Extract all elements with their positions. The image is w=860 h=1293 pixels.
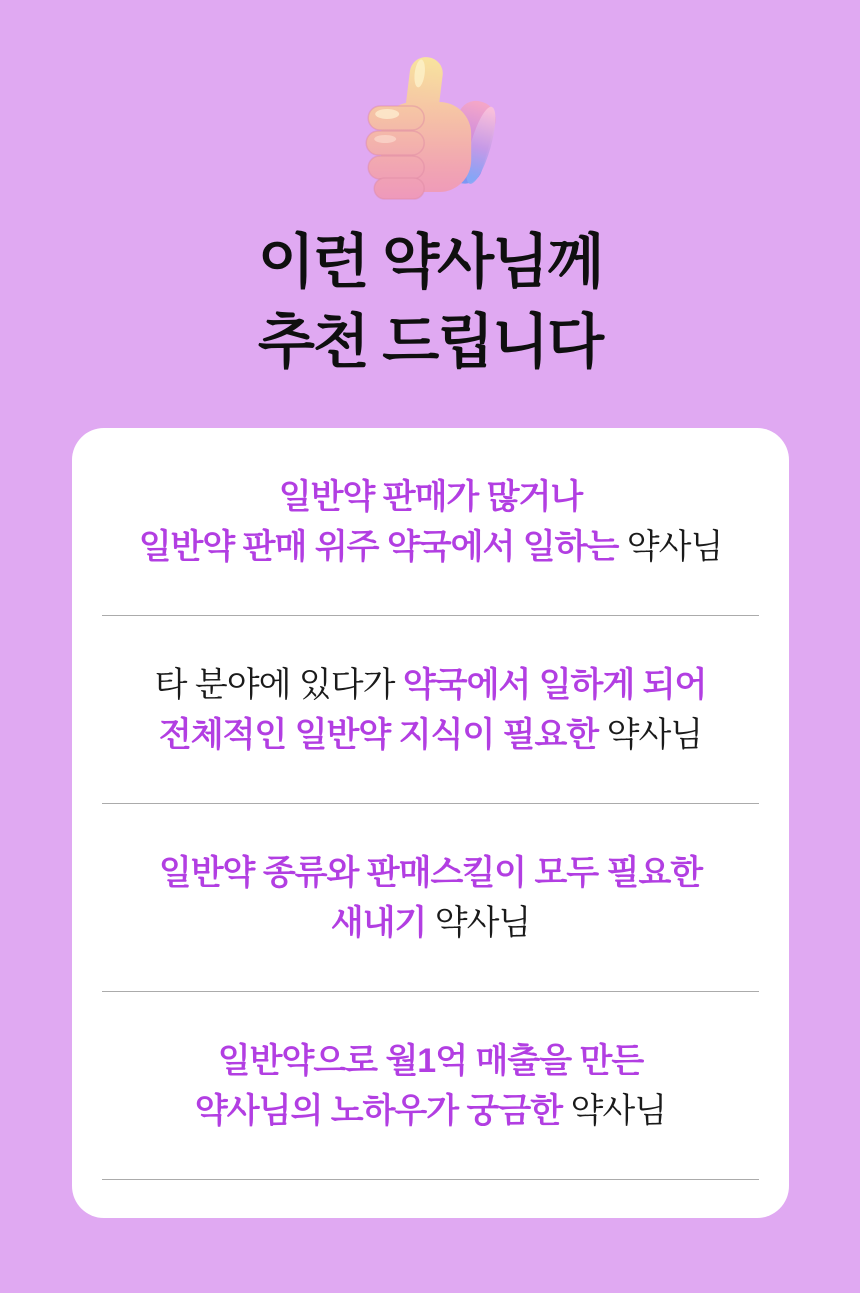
divider xyxy=(102,1179,759,1180)
plain-text: 약사님 xyxy=(426,903,531,942)
recommendation-line xyxy=(72,898,789,948)
recommendation-item-2 xyxy=(72,616,789,803)
plain-text: 타 분야에 있다가 xyxy=(154,665,403,704)
recommendation-line xyxy=(72,660,789,710)
highlighted-text: 전체적인 일반약 지식이 필요한 xyxy=(158,715,599,754)
page-title xyxy=(0,222,860,382)
recommendation-item-1 xyxy=(72,428,789,615)
recommendation-line xyxy=(72,522,789,572)
recommendation-card xyxy=(72,428,789,1218)
recommendation-line xyxy=(72,1086,789,1136)
highlighted-text: 일반약으로 월1억 매출을 만든 xyxy=(217,1041,644,1080)
plain-text: 약사님 xyxy=(618,527,723,566)
recommendation-item-3 xyxy=(72,804,789,991)
page-title-line1: 이런 약사님께 xyxy=(257,229,603,295)
highlighted-text: 일반약 종류와 판매스킬이 모두 필요한 xyxy=(158,853,703,892)
plain-text: 약사님 xyxy=(562,1091,667,1130)
recommendation-line xyxy=(72,1036,789,1086)
recommendation-line xyxy=(72,848,789,898)
highlighted-text: 일반약 판매가 많거나 xyxy=(278,477,583,516)
recommendation-line xyxy=(72,710,789,760)
highlighted-text: 약사님의 노하우가 궁금한 xyxy=(194,1091,563,1130)
thumbs-up-icon xyxy=(357,56,497,204)
plain-text: 약사님 xyxy=(598,715,703,754)
recommendation-line xyxy=(72,472,789,522)
highlighted-text: 약국에서 일하게 되어 xyxy=(402,665,707,704)
recommendation-item-4 xyxy=(72,992,789,1179)
page-title-line2: 추천 드립니다 xyxy=(257,309,603,375)
highlighted-text: 새내기 xyxy=(330,903,427,942)
highlighted-text: 일반약 판매 위주 약국에서 일하는 xyxy=(138,527,619,566)
